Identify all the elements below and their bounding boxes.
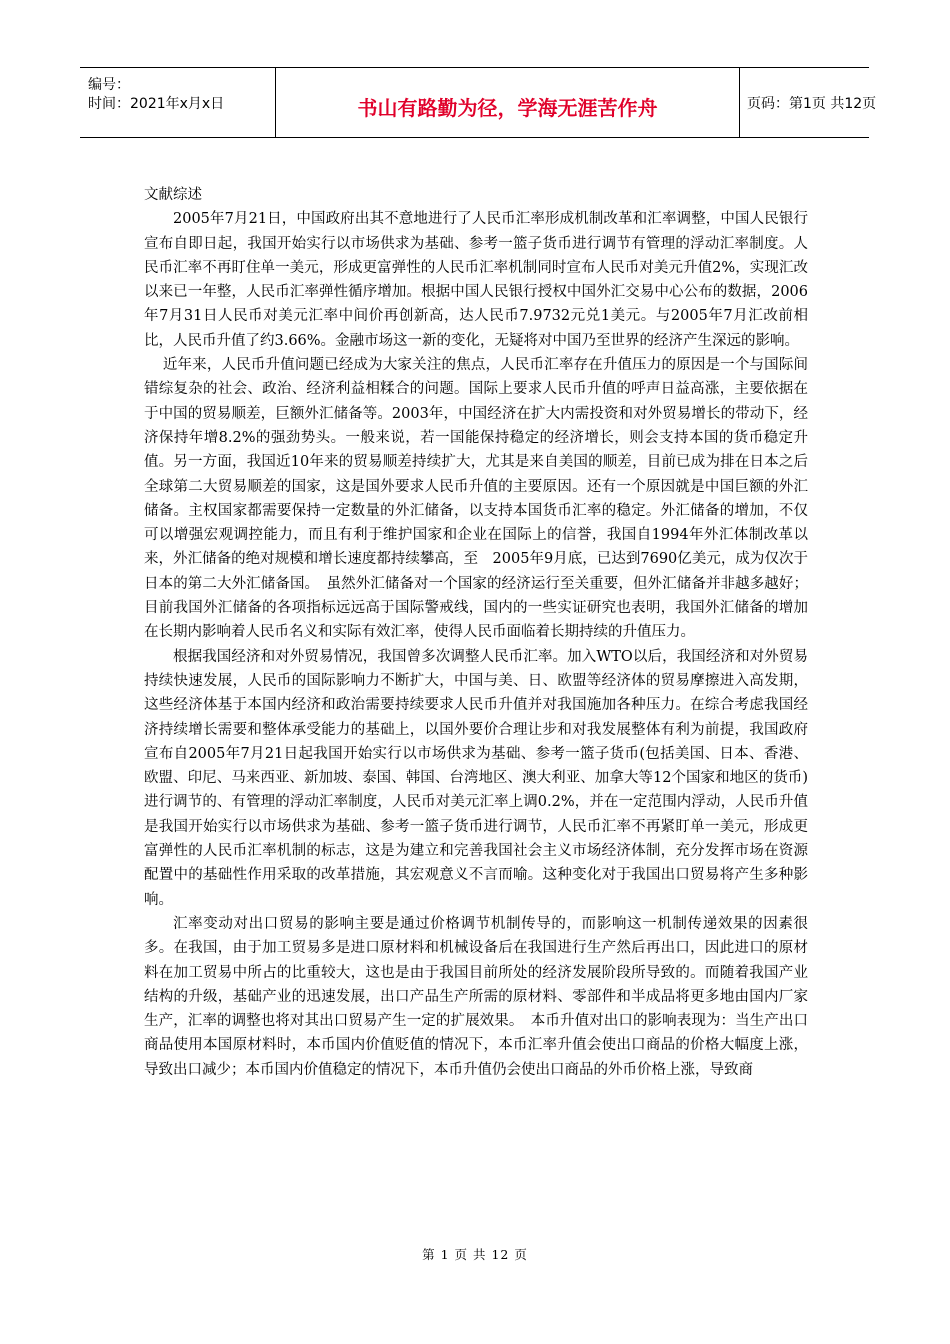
paragraph: 汇率变动对出口贸易的影响主要是通过价格调节机制传导的，而影响这一机制传递效果的因素很多。在我国，由于加工贸易多是进口原材料和机械设备后在我国进行生产然后再出口，因此进口的原材料在加工贸易中所占的比重较大，这也是由于我国目前所处的经济发展阶段所导致的。而随着我国产业结构的升级，基础产业的迅速发展，出口产品生产所需的原材料、零部件和半成品将更多地由国内厂家生产，汇率的调整也将对其出口贸易产生一定的扩展效果。 本币升值对出口的影响表现为：当生产出口商品使用本国原材料时，本币国内价值贬值的情况下，本币汇率升值会使出口商品的价格大幅度上涨，导致出口减少；本币国内价值稳定的情况下，本币升值仍会使出口商品的外币价格上涨，导致商 [144,915,808,1078]
document-date-label: 时间：2021年x月x日 [88,96,225,112]
header-motto: 书山有路勤为径，学海无涯苦作舟 [357,96,658,120]
paragraph: 近年来，人民币升值问题已经成为大家关注的焦点，人民币汇率存在升值压力的原因是一个与国际间错综复杂的社会、政治、经济利益相糅合的问题。国际上要求人民币升值的呼声日益高涨，主要依据在于中国的贸易顺差，巨额外汇储备等。2003年，中国经济在扩大内需投资和对外贸易增长的带动下，经济保持年增8.2%的强劲势头。一般来说，若一国能保持稳定的经济增长，则会支持本国的货币稳定升值。另一方面，我国近10年来的贸易顺差持续扩大，尤其是来自美国的顺差，目前已成为排在日本之后全球第二大贸易顺差的国家，这是国外要求人民币升值的主要原因。还有一个原因就是中国巨额的外汇储备。主权国家都需要保持一定数量的外汇储备，以支持本国货币汇率的稳定。外汇储备的增加，不仅可以增强宏观调控能力，而且有利于维护国家和企业在国际上的信誉，我国自1994年外汇体制改革以来，外汇储备的绝对规模和增长速度都持续攀高，至 2005年9月底，已达到7690亿美元，成为仅次于日本的第二大外汇储备国。 虽然外汇储备对一个国家的经济运行至关重要，但外汇储备并非越多越好；目前我国外汇储备的各项指标远远高于国际警戒线，国内的一些实证研究也表明，我国外汇储备的增加在长期内影响着人民币名义和实际有效汇率，使得人民币面临着长期持续的升值压力。 [144,357,808,641]
header-middle-cell [275,68,740,137]
paragraph: 2005年7月21日，中国政府出其不意地进行了人民币汇率形成机制改革和汇率调整，中国人民银行宣布自即日起，我国开始实行以市场供求为基础、参考一篮子货币进行调节有管理的浮动汇率制度。人民币汇率不再盯住单一美元，形成更富弹性的人民币汇率机制同时宣布人民币对美元升值2%，实现汇改以来已一年整，人民币汇率弹性循序增加。根据中国人民银行授权中国外汇交易中心公布的数据，2006年7月31日人民币对美元汇率中间价再创新高，达人民币7.9732元兑1美元。与2005年7月汇改前相比，人民币升值了约3.66%。金融市场这一新的变化，无疑将对中国乃至世界的经济产生深远的影响。 [144,211,808,349]
document-body [144,183,808,1082]
document-title: 文献综述 [144,187,202,203]
page-footer: 第 1 页 共 12 页 [422,1247,528,1262]
header-right-cell [739,68,877,137]
document-number-label: 编号： [88,77,130,93]
header-page-label: 页码：第1页 共12页 [747,96,877,112]
paragraph: 根据我国经济和对外贸易情况，我国曾多次调整人民币汇率。加入WTO以后，我国经济和对外贸易持续快速发展，人民币的国际影响力不断扩大，中国与美、日、欧盟等经济体的贸易摩擦进入高发期，这些经济体基于本国内经济和政治需要持续要求人民币升值并对我国施加各种压力。在综合考虑我国经济持续增长需要和整体承受能力的基础上，以国外要价合理让步和对我发展整体有利为前提，我国政府宣布自2005年7月21日起我国开始实行以市场供求为基础、参考一篮子货币(包括美国、日本、香港、欧盟、印尼、马来西亚、新加坡、泰国、韩国、台湾地区、澳大利亚、加拿大等12个国家和地区的货币)进行调节的、有管理的浮动汇率制度，人民币对美元汇率上调0.2%，并在一定范围内浮动，人民币升值是我国开始实行以市场供求为基础、参考一篮子货币进行调节，人民币汇率不再紧盯单一美元，形成更富弹性的人民币汇率机制的标志，这是为建立和完善我国社会主义市场经济体制，充分发挥市场在资源配置中的基础性作用采取的改革措施，其宏观意义不言而喻。这种变化对于我国出口贸易将产生多种影响。 [144,648,808,908]
header-table [80,67,877,138]
header-left-cell [80,68,275,137]
